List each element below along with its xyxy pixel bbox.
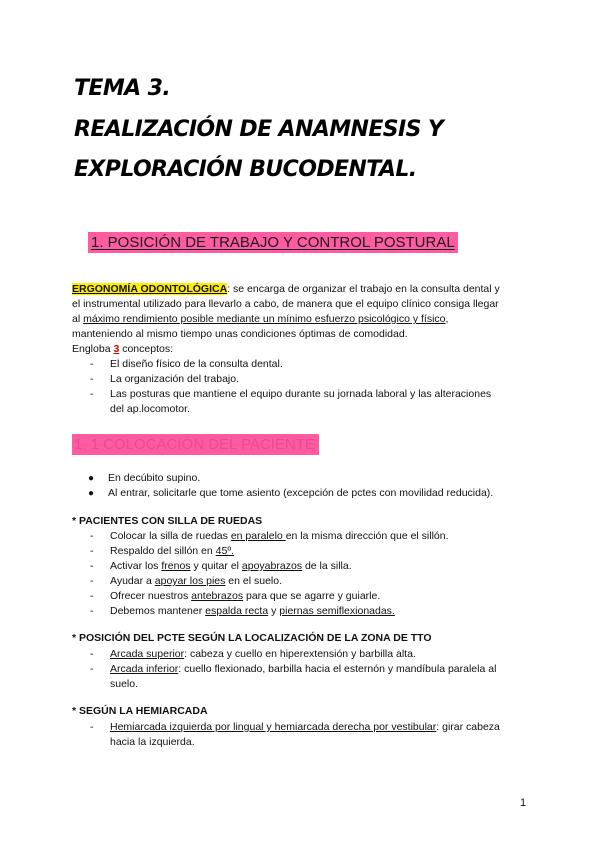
list-item: - Arcada superior: cabeza y cuello en hiperextensión y barbilla alta. [90,648,416,660]
ergonomia-term: ERGONOMÍA ODONTOLÓGICA [72,283,228,295]
hemiarcada-heading: * SEGÚN LA HEMIARCADA [72,705,208,717]
silla-heading: * PACIENTES CON SILLA DE RUEDAS [72,515,263,527]
list-item: - El diseño físico de la consulta dental. [90,358,283,370]
ergonomia-list [72,357,491,417]
title-line-3: EXPLORACIÓN BUCODENTAL. [74,157,417,182]
concept-count: 3 [113,343,120,355]
section-heading-1: 1. POSICIÓN DE TRABAJO Y CONTROL POSTURAL [88,232,458,253]
list-item: - Respaldo del sillón en 45º. [90,545,235,557]
list-item: - Colocar la silla de ruedas en paralelo en la misma dirección que el sillón. [90,530,449,542]
posicion-heading: * POSICIÓN DEL PCTE SEGÚN LA LOCALIZACIÓN DE LA ZONA DE TTO [72,632,432,644]
silla-list [72,529,449,619]
list-item: - Debemos mantener espalda recta y piernas semiflexionadas. [90,605,395,617]
list-item: - Ayudar a apoyar los pies en el suelo. [90,575,283,587]
page-number: 1 [520,797,527,809]
list-item: - Hemiarcada izquierda por lingual y hemiarcada derecha por vestibular: girar cabeza hacia la izquierda. [90,721,500,748]
title-line-1: TEMA 3. [74,76,171,101]
list-item: - Las posturas que mantiene el equipo durante su jornada laboral y las alteraciones del ap.locomotor. [90,388,492,415]
paciente-list [72,471,493,501]
list-item: - Activar los frenos y quitar el apoyabrazos de la silla. [90,560,352,572]
hemiarcada-list [72,720,500,750]
list-item: ● Al entrar, solicitarle que tome asiento (excepción de pctes con movilidad reducida). [88,487,494,499]
list-item: - La organización del trabajo. [90,373,240,385]
title-line-2: REALIZACIÓN DE ANAMNESIS Y [74,117,444,142]
list-item: - Ofrecer nuestros antebrazos para que se agarre y guiarle. [90,590,381,602]
list-item: - Arcada inferior: cuello flexionado, barbilla hacia el esternón y mandíbula paralela al suelo. [90,663,497,690]
ergonomia-paragraph: ERGONOMÍA ODONTOLÓGICA: se encarga de organizar el trabajo en la consulta dental y el instrumental utilizado para llevarlo a cabo, de manera que el equipo clínico consiga llegar al máximo rendimiento posible mediante un mínimo esfuerzo psicológico y físico, manteniendo al mismo tiempo unas condiciones óptimas de comodidad. Engloba 3 conceptos: [72,283,500,355]
posicion-list [72,647,496,692]
list-item: ● En decúbito supino. [88,472,201,484]
section-heading-1-1: 1. 1 COLOCACIÓN DEL PACIENTE [72,434,319,455]
